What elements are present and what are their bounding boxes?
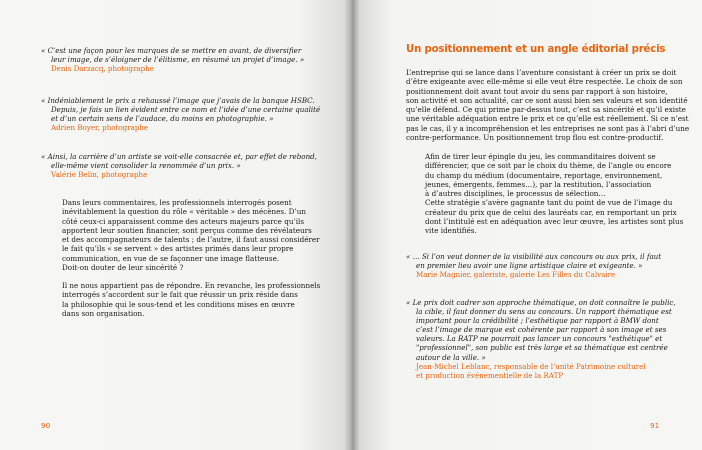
text-line: Doit-on douter de leur sincérité ? (62, 263, 184, 273)
text-line: le fait qu’ils « se servent » des artistes primés dans leur propre (62, 244, 294, 254)
text-line: Dans leurs commentaires, les professionnels interrogés posent (62, 198, 292, 207)
left-body-paragraph-1 (62, 198, 320, 272)
text-line: pas le cas, il y a incompréhension et les entreprises ne sont pas à l’abri d’une (406, 123, 690, 133)
left-body-paragraph-2 (62, 281, 320, 318)
quote-darzacq (41, 46, 304, 73)
quote-line: c’est l’image de marque est cohérente par rapport à son image et ses (416, 325, 667, 335)
text-line: Il ne nous appartient pas de répondre. En revanche, les professionnels (62, 281, 321, 290)
text-line: d’être exigeante avec elle-même si elle veut être respectée. Le choix de son (406, 77, 683, 87)
quote-line: « Indéniablement le prix a rehaussé l’image que j’avais de la banque HSBC. (41, 96, 315, 105)
text-line: dont l’intitulé est en adéquation avec leur œuvre, les artistes sont plus (425, 217, 684, 227)
text-line: à d’autres disciplines, le processus de sélection… (425, 189, 606, 199)
text-line: interrogés s’accordent sur le fait que réussir un prix réside dans (62, 290, 298, 300)
quote-line: et d’un certain sens de l’audace, du moins en photographie. » (51, 114, 274, 124)
quote-author: Adrien Boyer, photographe (51, 123, 149, 133)
text-line: créateur du prix que de celui des lauréats car, en remportant un prix (425, 207, 677, 217)
text-line: côté ceux-ci apparaissent comme des acteurs majeurs parce qu’ils (62, 216, 305, 226)
quote-line: « Le prix doit cadrer son approche thématique, on doit connaître le public, (406, 298, 676, 307)
quote-line: leur image, de s’éloigner de l’élitisme, en résumé un projet d’image. » (51, 55, 305, 65)
page-number-left: 90 (41, 421, 51, 430)
quote-leblanc (406, 298, 676, 380)
quote-boyer (41, 96, 320, 132)
text-line: contre-performance. Un positionnement trop flou est contre-productif. (406, 133, 664, 143)
quote-line: autour de la ville. » (416, 352, 486, 362)
text-line: qu’elle défend. Ce qui prime par-dessus tout, c’est sa sincérité et qu’il existe (406, 105, 686, 115)
quote-author: Marie Magnier, galeriste, galerie Les Filles du Calvaire (416, 270, 616, 280)
section-heading: Un positionnement et un angle éditorial précis (406, 44, 666, 55)
quote-magnier (406, 252, 661, 279)
right-page (351, 0, 702, 450)
text-line: du champ du médium (documentaire, reportage, environnement, (425, 170, 663, 180)
quote-line: Depuis, je fais un lien évident entre ce nom et l’idée d’une certaine qualité (51, 105, 321, 115)
text-line: différencier, que ce soit par le choix du thème, de l’angle ou encore (425, 161, 672, 171)
quote-author: Denis Darzacq, photographe (51, 64, 154, 74)
text-line: et des accompagnateurs de talents ; de l’autre, il faut aussi considérer (62, 235, 320, 245)
text-line: communication, en vue de se façonner une image flatteuse. (62, 253, 280, 263)
text-line: L’entreprise qui se lance dans l’aventure consistant à créer un prix se doit (406, 68, 677, 77)
text-line: son activité et son actualité, car ce sont aussi bien ses valeurs et son identité (406, 95, 688, 105)
text-line: inévitablement la question du rôle « véritable » des mécènes. D’un (62, 207, 306, 217)
text-line: la philosophie qui le sous-tend et les conditions mises en œuvre (62, 299, 295, 309)
quote-line: la cible, il faut donner du sens au concours. Un rapport thématique est (416, 307, 672, 317)
text-line: vite identifiés. (425, 226, 477, 236)
quote-author: et production événementielle de la RATP (416, 370, 564, 380)
quote-author: Valérie Belin, photographe (51, 170, 148, 180)
quote-line: valeurs. La RATP ne pourrait pas lancer un concours "esthétique" et (416, 334, 663, 344)
page-number-right: 91 (650, 421, 660, 430)
quote-line: « Ainsi, la carrière d’un artiste se voit-elle consacrée et, par effet de rebond, (41, 152, 317, 161)
text-line: apportent leur soutien financier, sont perçus comme des révélateurs (62, 225, 312, 235)
text-line: dans son organisation. (62, 308, 145, 318)
quote-line: "professionnel", son public est très large et sa thématique est centrée (416, 343, 668, 353)
quote-belin (41, 152, 317, 179)
right-body-paragraph-2 (425, 152, 683, 236)
text-line: une véritable adéquation entre le prix et ce qu’elle est réellement. Si ce n’est (406, 114, 689, 124)
right-body-paragraph-1 (406, 68, 689, 142)
quote-line: elle-même vient consolider la renommée d’un prix. » (51, 161, 241, 171)
text-line: positionnement doit avant tout avoir du sens par rapport à son histoire, (406, 86, 668, 96)
text-line: Afin de tirer leur épingle du jeu, les commanditaires doivent se (425, 152, 656, 161)
quote-line: en premier lieu avoir une ligne artistique claire et exigeante. » (416, 261, 643, 271)
quote-line: « … Si l’on veut donner de la visibilité aux concours ou aux prix, il faut (406, 252, 662, 261)
text-line: jeunes, émergents, femmes…), par la restitution, l’association (425, 179, 652, 189)
quote-line: important pour la crédibilité ; l’esthétique par rapport à BMW dont (416, 316, 659, 326)
quote-line: « C’est une façon pour les marques de se mettre en avant, de diversifier (41, 46, 302, 55)
text-line: Cette stratégie s’avère gagnante tant du point de vue de l’image du (425, 198, 673, 208)
quote-author: Jean-Michel Leblanc, responsable de l’unité Patrimoine culturel (416, 361, 646, 371)
